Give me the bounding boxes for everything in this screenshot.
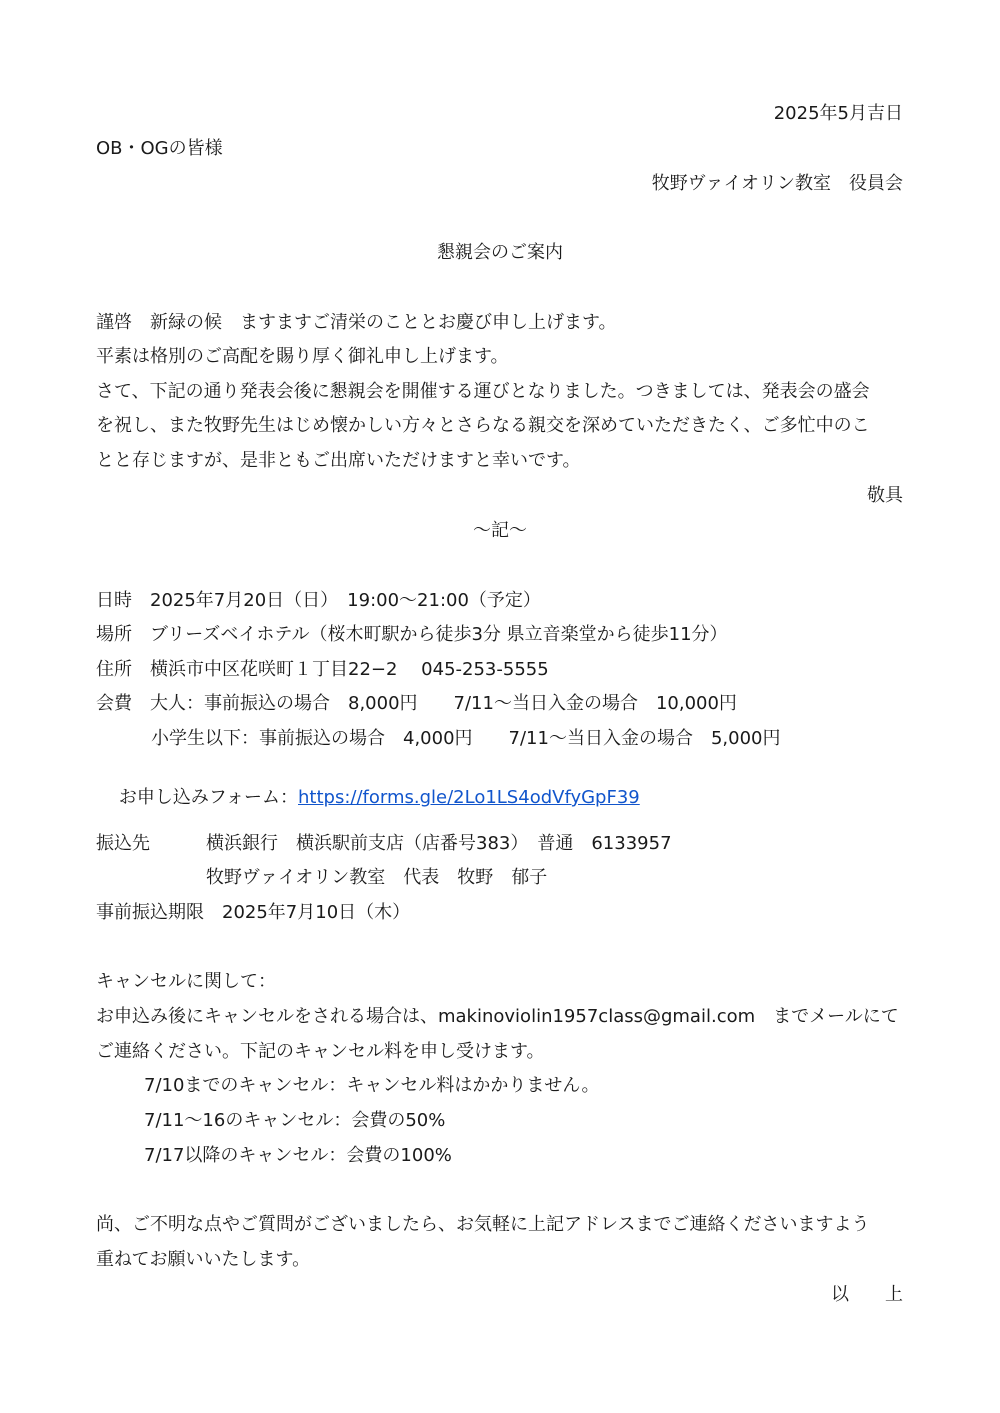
recipient: OB・OGの皆様: [96, 138, 223, 159]
letter-date: 2025年5月吉日: [773, 103, 903, 124]
end-ijo: 以 上: [831, 1284, 903, 1305]
detail-fee-child: 小学生以下：事前振込の場合 4,000円 7/11～当日入金の場合 5,000円: [151, 728, 781, 749]
sender: 牧野ヴァイオリン教室 役員会: [651, 173, 903, 194]
detail-datetime: 日時 2025年7月20日（日） 19:00～21:00（予定）: [96, 590, 541, 611]
body-line-5: とと存じますが、是非ともご出席いただけますと幸いです。: [96, 450, 581, 471]
closing-keigu: 敬具: [867, 485, 903, 506]
bank-deadline: 事前振込期限 2025年7月10日（木）: [96, 902, 411, 923]
bank-line-2: 牧野ヴァイオリン教室 代表 牧野 郁子: [206, 867, 548, 888]
body-line-4: を祝し、また牧野先生はじめ懐かしい方々とさらなる親交を深めていただきたく、ご多忙中のこ: [96, 415, 870, 436]
form-link[interactable]: https://forms.gle/2Lo1LS4odVfyGpF39: [298, 787, 640, 808]
cancel-heading: キャンセルに関して：: [96, 971, 276, 992]
body-line-1: 謹啓 新緑の候 ますますご清栄のこととお慶び申し上げます。: [96, 312, 617, 333]
ki-heading: ～記～: [473, 520, 527, 541]
body-line-3: さて、下記の通り発表会後に懇親会を開催する運びとなりました。つきましては、発表会の盛会: [96, 381, 870, 402]
bank-label: 振込先: [96, 833, 150, 854]
cancel-line-2: ご連絡ください。下記のキャンセル料を申し受けます。: [96, 1041, 545, 1062]
form-line: [96, 762, 640, 808]
document-title: 懇親会のご案内: [437, 242, 563, 263]
detail-fee-adult: 会費 大人：事前振込の場合 8,000円 7/11～当日入金の場合 10,000円: [96, 693, 737, 714]
detail-address: 住所 横浜市中区花咲町１丁目22−2 045-253-5555: [96, 659, 549, 680]
body-line-2: 平素は格別のご高配を賜り厚く御礼申し上げます。: [96, 346, 509, 367]
footer-line-2: 重ねてお願いいたします。: [96, 1249, 311, 1270]
cancel-item-2: 7/11～16のキャンセル：会費の50%: [144, 1110, 446, 1131]
bank-line-1: 横浜銀行 横浜駅前支店（店番号383） 普通 6133957: [206, 833, 672, 854]
cancel-item-3: 7/17以降のキャンセル：会費の100%: [144, 1145, 452, 1166]
cancel-item-1: 7/10までのキャンセル：キャンセル料はかかりません。: [144, 1075, 600, 1096]
form-label: お申し込みフォーム：: [118, 787, 298, 808]
cancel-line-1: お申込み後にキャンセルをされる場合は、makinoviolin1957class@gmail.com までメールにて: [96, 1006, 899, 1027]
detail-place: 場所 ブリーズベイホテル（桜木町駅から徒歩3分 県立音楽堂から徒歩11分）: [96, 624, 728, 645]
footer-line-1: 尚、ご不明な点やご質問がございましたら、お気軽に上記アドレスまでご連絡くださいますよう: [96, 1214, 870, 1235]
